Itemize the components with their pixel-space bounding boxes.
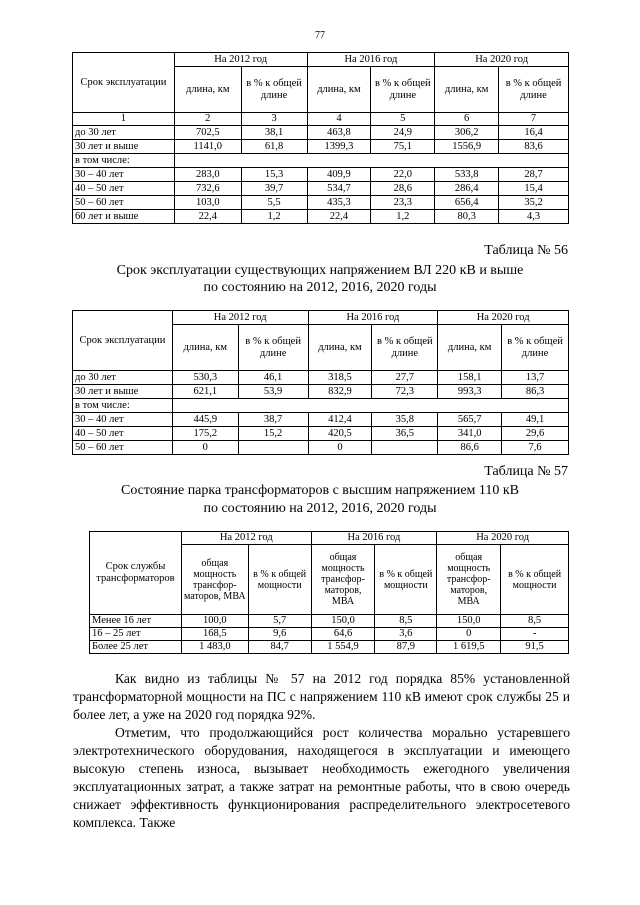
cell: 533,8 — [435, 168, 499, 182]
col-header-age: Срок эксплуатации — [73, 311, 173, 371]
row-label: 60 лет и выше — [73, 210, 175, 224]
cell: 318,5 — [308, 371, 372, 385]
cell: 38,1 — [241, 126, 307, 140]
cell: 35,8 — [372, 413, 438, 427]
cell: 103,0 — [174, 196, 241, 210]
body-text — [73, 670, 570, 832]
cell: 409,9 — [307, 168, 371, 182]
cell: 1 483,0 — [181, 641, 248, 654]
sub-header: в % к общей мощности — [248, 545, 311, 615]
sub-header: в % к общей длине — [371, 67, 435, 113]
col-number: 4 — [307, 113, 371, 126]
cell: 621,1 — [172, 385, 238, 399]
cell: 84,7 — [248, 641, 311, 654]
cell: 61,8 — [241, 140, 307, 154]
sub-header: в % к общей длине — [372, 325, 438, 371]
col-number: 3 — [241, 113, 307, 126]
cell: 1399,3 — [307, 140, 371, 154]
cell: 23,3 — [371, 196, 435, 210]
table-title: Состояние парка трансформаторов с высшим напряжением 110 кВ — [120, 483, 520, 498]
sub-header: в % к общей мощности — [375, 545, 437, 615]
cell: 1,2 — [371, 210, 435, 224]
col-header-age: Срок эксплуатации — [73, 53, 175, 113]
cell: 22,4 — [174, 210, 241, 224]
cell: 1 554,9 — [311, 641, 375, 654]
cell: 463,8 — [307, 126, 371, 140]
sub-header: в % к общей длине — [502, 325, 569, 371]
cell: 0 — [437, 628, 501, 641]
year-header: На 2012 год — [181, 532, 311, 545]
sub-header: общая мощность трансфор-маторов, МВА — [311, 545, 375, 615]
subheading-row: в том числе: — [73, 399, 173, 413]
cell — [372, 441, 438, 455]
cell: 832,9 — [308, 385, 372, 399]
cell: - — [501, 628, 569, 641]
table-number: Таблица № 56 — [484, 243, 568, 258]
cell: 35,2 — [499, 196, 569, 210]
cell: 1,2 — [241, 210, 307, 224]
cell: 530,3 — [172, 371, 238, 385]
cell: 28,7 — [499, 168, 569, 182]
table-title: по состоянию на 2012, 2016, 2020 годы — [203, 501, 437, 516]
sub-header: в % к общей мощности — [501, 545, 569, 615]
cell: 0 — [308, 441, 372, 455]
year-header: На 2020 год — [438, 311, 569, 325]
cell: 36,5 — [372, 427, 438, 441]
cell: 150,0 — [311, 615, 375, 628]
row-label: 30 лет и выше — [73, 140, 175, 154]
row-label: 30 – 40 лет — [73, 413, 173, 427]
cell: 1141,0 — [174, 140, 241, 154]
year-header: На 2020 год — [437, 532, 569, 545]
cell: 64,6 — [311, 628, 375, 641]
cell: 16,4 — [499, 126, 569, 140]
cell: 75,1 — [371, 140, 435, 154]
cell: 38,7 — [238, 413, 308, 427]
cell: 46,1 — [238, 371, 308, 385]
sub-header: в % к общей длине — [241, 67, 307, 113]
cell: 24,9 — [371, 126, 435, 140]
cell: 306,2 — [435, 126, 499, 140]
row-label: 30 лет и выше — [73, 385, 173, 399]
year-header: На 2012 год — [174, 53, 307, 67]
table-number: Таблица № 57 — [484, 464, 568, 479]
cell: 175,2 — [172, 427, 238, 441]
subheading-row: в том числе: — [73, 154, 175, 168]
sub-header: длина, км — [172, 325, 238, 371]
table-title: Срок эксплуатации существующих напряжением ВЛ 220 кВ и выше — [116, 263, 524, 278]
sub-header: длина, км — [307, 67, 371, 113]
cell: 7,6 — [502, 441, 569, 455]
year-header: На 2016 год — [311, 532, 437, 545]
cell: 8,5 — [501, 615, 569, 628]
cell: 39,7 — [241, 182, 307, 196]
cell: 286,4 — [435, 182, 499, 196]
col-number: 6 — [435, 113, 499, 126]
cell: 412,4 — [308, 413, 372, 427]
cell: 1556,9 — [435, 140, 499, 154]
sub-header: длина, км — [308, 325, 372, 371]
year-header: На 2020 год — [435, 53, 569, 67]
cell: 702,5 — [174, 126, 241, 140]
sub-header: длина, км — [438, 325, 502, 371]
row-label: 16 – 25 лет — [90, 628, 182, 641]
cell: 283,0 — [174, 168, 241, 182]
cell: 15,3 — [241, 168, 307, 182]
year-header: На 2012 год — [172, 311, 308, 325]
row-label: до 30 лет — [73, 126, 175, 140]
cell: 1 619,5 — [437, 641, 501, 654]
cell: 87,9 — [375, 641, 437, 654]
cell: 4,3 — [499, 210, 569, 224]
cell: 15,2 — [238, 427, 308, 441]
cell: 86,3 — [502, 385, 569, 399]
sub-header: общая мощность трансфор-маторов, МВА — [181, 545, 248, 615]
cell: 656,4 — [435, 196, 499, 210]
year-header: На 2016 год — [307, 53, 435, 67]
cell: 22,4 — [307, 210, 371, 224]
cell: 8,5 — [375, 615, 437, 628]
row-label: 40 – 50 лет — [73, 182, 175, 196]
row-label: 50 – 60 лет — [73, 441, 173, 455]
cell: 150,0 — [437, 615, 501, 628]
cell: 83,6 — [499, 140, 569, 154]
cell: 53,9 — [238, 385, 308, 399]
cell: 91,5 — [501, 641, 569, 654]
cell: 72,3 — [372, 385, 438, 399]
col-number: 5 — [371, 113, 435, 126]
table-title: по состоянию на 2012, 2016, 2020 годы — [203, 280, 437, 295]
cell: 534,7 — [307, 182, 371, 196]
table-56 — [72, 310, 569, 455]
sub-header: длина, км — [435, 67, 499, 113]
sub-header: длина, км — [174, 67, 241, 113]
cell: 993,3 — [438, 385, 502, 399]
cell: 80,3 — [435, 210, 499, 224]
page-number: 77 — [315, 30, 325, 41]
cell: 15,4 — [499, 182, 569, 196]
cell: 49,1 — [502, 413, 569, 427]
row-label: Менее 16 лет — [90, 615, 182, 628]
cell: 100,0 — [181, 615, 248, 628]
cell: 341,0 — [438, 427, 502, 441]
sub-header: в % к общей длине — [238, 325, 308, 371]
cell: 86,6 — [438, 441, 502, 455]
row-label: до 30 лет — [73, 371, 173, 385]
cell: 565,7 — [438, 413, 502, 427]
cell: 435,3 — [307, 196, 371, 210]
row-label: 30 – 40 лет — [73, 168, 175, 182]
cell: 168,5 — [181, 628, 248, 641]
cell: 28,6 — [371, 182, 435, 196]
col-header-service-life: Срок службы трансформаторов — [90, 532, 182, 615]
year-header: На 2016 год — [308, 311, 438, 325]
table-line-age-continued — [72, 52, 569, 224]
row-label: Более 25 лет — [90, 641, 182, 654]
cell: 0 — [172, 441, 238, 455]
cell: 29,6 — [502, 427, 569, 441]
table-57 — [89, 531, 569, 654]
cell: 5,7 — [248, 615, 311, 628]
paragraph: Как видно из таблицы № 57 на 2012 год порядка 85% установленной трансформаторной мощности на ПС с напряжением 110 кВ имеют срок службы 25 и более лет, а уже на 2020 год порядка 92%. — [73, 671, 570, 722]
sub-header: общая мощность трансфор-маторов, МВА — [437, 545, 501, 615]
paragraph: Отметим, что продолжающийся рост количества морально устаревшего электротехнического оборудования, находящегося в эксплуатации и имеющего высокую степень износа, вызывает необходимость ежегодного увеличения эксплуатационных затрат, а также затрат на ремонтные работы, что в свою очередь снижает эффективность функционирования распределительного электросетевого комплекса. Также — [73, 725, 570, 830]
row-label: 40 – 50 лет — [73, 427, 173, 441]
sub-header: в % к общей длине — [499, 67, 569, 113]
cell: 445,9 — [172, 413, 238, 427]
cell: 158,1 — [438, 371, 502, 385]
cell: 420,5 — [308, 427, 372, 441]
row-label: 50 – 60 лет — [73, 196, 175, 210]
cell — [238, 441, 308, 455]
cell: 732,6 — [174, 182, 241, 196]
cell: 22,0 — [371, 168, 435, 182]
col-number: 7 — [499, 113, 569, 126]
col-number: 2 — [174, 113, 241, 126]
cell: 27,7 — [372, 371, 438, 385]
cell: 13,7 — [502, 371, 569, 385]
cell: 9,6 — [248, 628, 311, 641]
col-number: 1 — [73, 113, 175, 126]
cell: 3,6 — [375, 628, 437, 641]
cell: 5,5 — [241, 196, 307, 210]
